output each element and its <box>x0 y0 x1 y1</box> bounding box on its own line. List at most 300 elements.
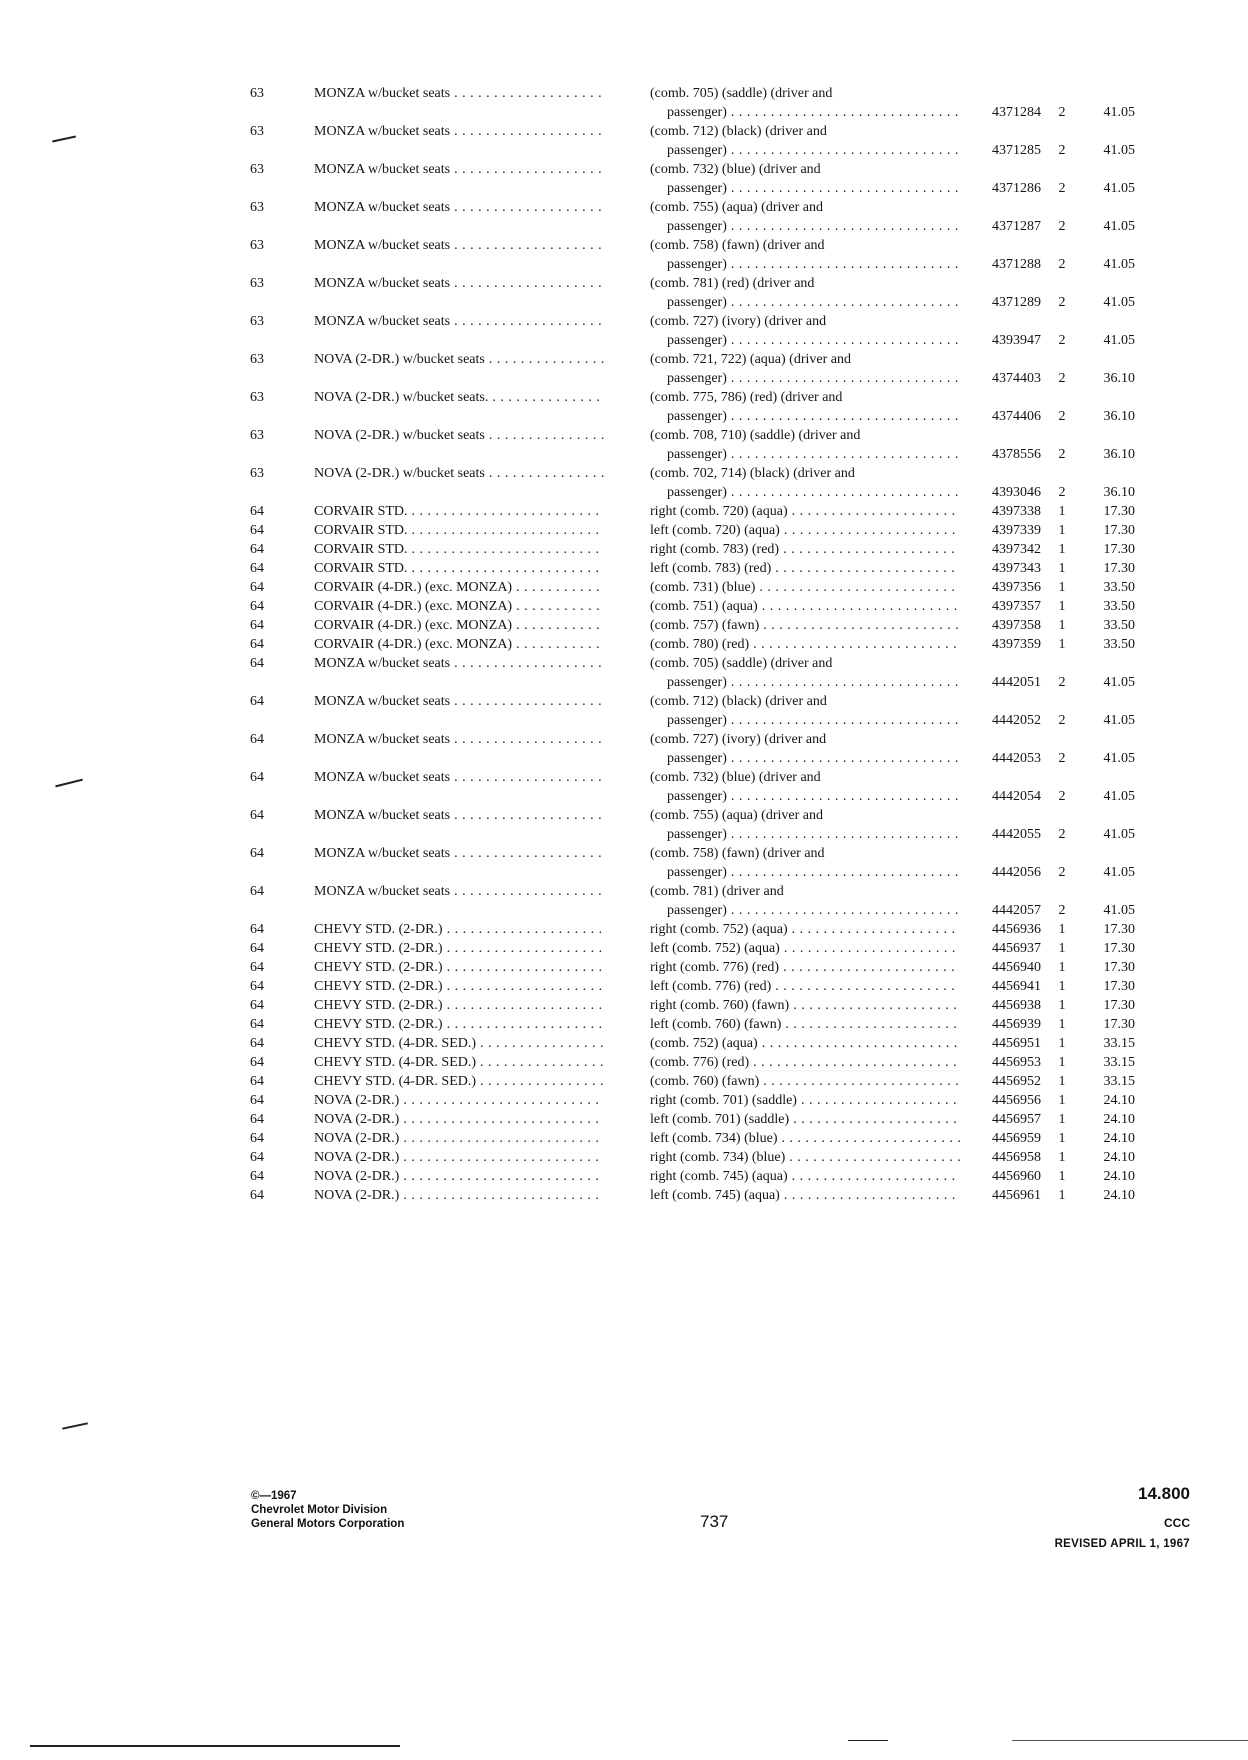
table-row <box>0 692 1248 730</box>
part-number-cell: 4397343 <box>992 561 1041 576</box>
description-cell: left (comb. 760) (fawn) . . . <box>650 1015 960 1034</box>
quantity-cell: 1 <box>1058 960 1066 975</box>
table-row <box>0 996 1248 1015</box>
model-text: CORVAIR STD. . . . <box>314 523 604 538</box>
description-cell: (comb. 781) (driver and <box>650 884 784 899</box>
table-row <box>0 464 1248 502</box>
part-number-cell: 4374406 <box>992 409 1041 424</box>
part-number-cell: 4371285 <box>992 143 1041 158</box>
year-cell: 64 <box>250 1055 264 1070</box>
model-cell <box>314 540 604 559</box>
price-cell: 17.30 <box>1103 960 1135 975</box>
year-cell: 63 <box>250 162 264 177</box>
model-cell <box>314 1015 604 1034</box>
description-cell: (comb. 776) (red) . . . <box>650 1053 960 1072</box>
description-cell: left (comb. 734) (blue) . . . <box>650 1129 960 1148</box>
description-cell: (comb. 727) (ivory) (driver and <box>650 314 827 329</box>
description-continuation: passenger) . . . <box>667 103 960 122</box>
quantity-cell: 2 <box>1058 333 1066 348</box>
table-row <box>0 806 1248 844</box>
part-number-cell: 4456940 <box>992 960 1041 975</box>
year-cell: 64 <box>250 1074 264 1089</box>
year-cell: 64 <box>250 599 264 614</box>
model-text: CORVAIR STD. . . . <box>314 504 604 519</box>
model-cell <box>314 882 604 901</box>
part-number-cell: 4456936 <box>992 922 1041 937</box>
description-cell: (comb. 712) (black) (driver and <box>650 694 827 709</box>
quantity-cell: 2 <box>1058 789 1066 804</box>
model-text: NOVA (2-DR.) w/bucket seats. . . . <box>314 390 604 405</box>
quantity-cell: 2 <box>1058 257 1066 272</box>
description-cell: left (comb. 752) (aqua) . . . <box>650 939 960 958</box>
model-cell <box>314 521 604 540</box>
part-number-cell: 4456953 <box>992 1055 1041 1070</box>
quantity-cell: 1 <box>1058 979 1066 994</box>
year-cell: 64 <box>250 960 264 975</box>
price-cell: 24.10 <box>1103 1131 1135 1146</box>
price-cell: 41.05 <box>1103 675 1135 690</box>
model-cell <box>314 806 604 825</box>
table-row <box>0 236 1248 274</box>
model-cell <box>314 464 604 483</box>
description-cell: right (comb. 720) (aqua) . . . <box>650 502 960 521</box>
table-row <box>0 1015 1248 1034</box>
quantity-cell: 1 <box>1058 941 1066 956</box>
price-cell: 41.05 <box>1103 219 1135 234</box>
description-cell: left (comb. 745) (aqua) . . . <box>650 1186 960 1205</box>
year-cell: 63 <box>250 276 264 291</box>
part-number-cell: 4397359 <box>992 637 1041 652</box>
price-cell: 33.50 <box>1103 599 1135 614</box>
model-cell <box>314 312 604 331</box>
description-cell: (comb. 755) (aqua) (driver and <box>650 808 823 823</box>
model-cell <box>314 977 604 996</box>
model-text: CORVAIR (4-DR.) (exc. MONZA) . . . <box>314 599 604 614</box>
quantity-cell: 1 <box>1058 1093 1066 1108</box>
description-continuation: passenger) . . . <box>667 901 960 920</box>
price-cell: 41.05 <box>1103 257 1135 272</box>
price-cell: 24.10 <box>1103 1169 1135 1184</box>
model-text: MONZA w/bucket seats . . . <box>314 276 604 291</box>
part-number-cell: 4397356 <box>992 580 1041 595</box>
description-cell: (comb. 732) (blue) (driver and <box>650 162 821 177</box>
table-row <box>0 635 1248 654</box>
description-continuation: passenger) . . . <box>667 825 960 844</box>
part-number-cell: 4456951 <box>992 1036 1041 1051</box>
table-row <box>0 920 1248 939</box>
price-cell: 41.05 <box>1103 827 1135 842</box>
part-number-cell: 4371289 <box>992 295 1041 310</box>
model-text: MONZA w/bucket seats . . . <box>314 238 604 253</box>
rule-line <box>30 1745 400 1747</box>
year-cell: 64 <box>250 1036 264 1051</box>
model-cell <box>314 388 604 407</box>
price-cell: 24.10 <box>1103 1188 1135 1203</box>
table-row <box>0 312 1248 350</box>
table-row <box>0 122 1248 160</box>
model-cell <box>314 274 604 293</box>
model-cell <box>314 1072 604 1091</box>
table-row <box>0 730 1248 768</box>
description-cell: (comb. 751) (aqua) . . . <box>650 597 960 616</box>
table-row <box>0 160 1248 198</box>
table-row <box>0 521 1248 540</box>
quantity-cell: 1 <box>1058 561 1066 576</box>
model-cell <box>314 958 604 977</box>
table-row <box>0 1129 1248 1148</box>
description-continuation: passenger) . . . <box>667 255 960 274</box>
part-number-cell: 4456961 <box>992 1188 1041 1203</box>
model-text: CORVAIR STD. . . . <box>314 561 604 576</box>
description-cell: left (comb. 776) (red) . . . <box>650 977 960 996</box>
table-row <box>0 388 1248 426</box>
model-text: MONZA w/bucket seats . . . <box>314 314 604 329</box>
model-text: NOVA (2-DR.) . . . <box>314 1131 604 1146</box>
model-cell <box>314 84 604 103</box>
model-text: CHEVY STD. (2-DR.) . . . <box>314 998 604 1013</box>
quantity-cell: 2 <box>1058 865 1066 880</box>
price-cell: 41.05 <box>1103 105 1135 120</box>
part-number-cell: 4456941 <box>992 979 1041 994</box>
description-cell: right (comb. 752) (aqua) . . . <box>650 920 960 939</box>
year-cell: 64 <box>250 1017 264 1032</box>
model-cell <box>314 1186 604 1205</box>
description-cell: (comb. 758) (fawn) (driver and <box>650 238 825 253</box>
price-cell: 41.05 <box>1103 181 1135 196</box>
part-number-cell: 4442051 <box>992 675 1041 690</box>
part-number-cell: 4456952 <box>992 1074 1041 1089</box>
quantity-cell: 2 <box>1058 903 1066 918</box>
year-cell: 64 <box>250 561 264 576</box>
part-number-cell: 4456939 <box>992 1017 1041 1032</box>
rule-line <box>848 1740 888 1741</box>
price-cell: 24.10 <box>1103 1112 1135 1127</box>
model-text: NOVA (2-DR.) w/bucket seats . . . <box>314 352 604 367</box>
part-number-cell: 4397338 <box>992 504 1041 519</box>
model-cell <box>314 160 604 179</box>
price-cell: 17.30 <box>1103 542 1135 557</box>
price-cell: 33.15 <box>1103 1036 1135 1051</box>
price-cell: 41.05 <box>1103 713 1135 728</box>
model-text: CHEVY STD. (2-DR.) . . . <box>314 1017 604 1032</box>
model-text: CHEVY STD. (2-DR.) . . . <box>314 960 604 975</box>
table-row <box>0 540 1248 559</box>
table-row <box>0 882 1248 920</box>
year-cell: 64 <box>250 884 264 899</box>
table-row <box>0 1072 1248 1091</box>
price-cell: 33.15 <box>1103 1074 1135 1089</box>
quantity-cell: 2 <box>1058 143 1066 158</box>
description-cell: (comb. 702, 714) (black) (driver and <box>650 466 855 481</box>
price-cell: 33.15 <box>1103 1055 1135 1070</box>
description-cell: (comb. 758) (fawn) (driver and <box>650 846 825 861</box>
part-number-cell: 4371284 <box>992 105 1041 120</box>
year-cell: 64 <box>250 504 264 519</box>
publisher-block <box>251 1489 404 1531</box>
description-cell: (comb. 712) (black) (driver and <box>650 124 827 139</box>
model-cell <box>314 597 604 616</box>
part-number-cell: 4442053 <box>992 751 1041 766</box>
description-cell: left (comb. 701) (saddle) . . . <box>650 1110 960 1129</box>
year-cell: 64 <box>250 523 264 538</box>
price-cell: 17.30 <box>1103 979 1135 994</box>
year-cell: 64 <box>250 846 264 861</box>
part-number-cell: 4374403 <box>992 371 1041 386</box>
year-cell: 64 <box>250 542 264 557</box>
description-continuation: passenger) . . . <box>667 331 960 350</box>
price-cell: 33.50 <box>1103 580 1135 595</box>
price-cell: 24.10 <box>1103 1150 1135 1165</box>
price-cell: 17.30 <box>1103 1017 1135 1032</box>
model-cell <box>314 426 604 445</box>
model-cell <box>314 502 604 521</box>
quantity-cell: 2 <box>1058 675 1066 690</box>
description-cell: (comb. 705) (saddle) (driver and <box>650 86 833 101</box>
model-cell <box>314 122 604 141</box>
table-row <box>0 844 1248 882</box>
table-row <box>0 84 1248 122</box>
year-cell: 64 <box>250 580 264 595</box>
model-text: CHEVY STD. (4-DR. SED.) . . . <box>314 1036 604 1051</box>
year-cell: 64 <box>250 770 264 785</box>
scan-mark <box>62 1422 88 1429</box>
table-row <box>0 1053 1248 1072</box>
description-continuation: passenger) . . . <box>667 787 960 806</box>
model-text: MONZA w/bucket seats . . . <box>314 200 604 215</box>
year-cell: 63 <box>250 390 264 405</box>
model-text: CHEVY STD. (4-DR. SED.) . . . <box>314 1055 604 1070</box>
quantity-cell: 1 <box>1058 1074 1066 1089</box>
model-cell <box>314 1034 604 1053</box>
description-continuation: passenger) . . . <box>667 407 960 426</box>
description-continuation: passenger) . . . <box>667 141 960 160</box>
description-cell: (comb. 760) (fawn) . . . <box>650 1072 960 1091</box>
year-cell: 64 <box>250 808 264 823</box>
part-number-cell: 4397339 <box>992 523 1041 538</box>
model-cell <box>314 578 604 597</box>
price-cell: 17.30 <box>1103 561 1135 576</box>
price-cell: 17.30 <box>1103 523 1135 538</box>
part-number-cell: 4442055 <box>992 827 1041 842</box>
table-row <box>0 426 1248 464</box>
model-text: NOVA (2-DR.) . . . <box>314 1169 604 1184</box>
quantity-cell: 2 <box>1058 751 1066 766</box>
model-cell <box>314 939 604 958</box>
description-cell: (comb. 752) (aqua) . . . <box>650 1034 960 1053</box>
table-row <box>0 768 1248 806</box>
description-cell: (comb. 705) (saddle) (driver and <box>650 656 833 671</box>
part-number-cell: 4456958 <box>992 1150 1041 1165</box>
quantity-cell: 2 <box>1058 827 1066 842</box>
model-cell <box>314 616 604 635</box>
quantity-cell: 1 <box>1058 1036 1066 1051</box>
table-row <box>0 559 1248 578</box>
model-text: NOVA (2-DR.) . . . <box>314 1188 604 1203</box>
model-text: NOVA (2-DR.) . . . <box>314 1150 604 1165</box>
year-cell: 64 <box>250 618 264 633</box>
year-cell: 64 <box>250 732 264 747</box>
year-cell: 63 <box>250 124 264 139</box>
description-cell: (comb. 757) (fawn) . . . <box>650 616 960 635</box>
model-cell <box>314 1091 604 1110</box>
part-number-cell: 4397357 <box>992 599 1041 614</box>
corporation-line: General Motors Corporation <box>251 1518 405 1530</box>
price-cell: 36.10 <box>1103 447 1135 462</box>
description-cell: right (comb. 734) (blue) . . . <box>650 1148 960 1167</box>
part-number-cell: 4393947 <box>992 333 1041 348</box>
table-row <box>0 502 1248 521</box>
quantity-cell: 1 <box>1058 1017 1066 1032</box>
year-cell: 63 <box>250 314 264 329</box>
part-number-cell: 4456960 <box>992 1169 1041 1184</box>
table-row <box>0 1110 1248 1129</box>
table-row <box>0 939 1248 958</box>
part-number-cell: 4442056 <box>992 865 1041 880</box>
model-text: CHEVY STD. (4-DR. SED.) . . . <box>314 1074 604 1089</box>
quantity-cell: 1 <box>1058 599 1066 614</box>
model-text: CHEVY STD. (2-DR.) . . . <box>314 941 604 956</box>
description-continuation: passenger) . . . <box>667 445 960 464</box>
part-number-cell: 4456938 <box>992 998 1041 1013</box>
model-text: NOVA (2-DR.) w/bucket seats . . . <box>314 428 604 443</box>
price-cell: 41.05 <box>1103 751 1135 766</box>
description-cell: left (comb. 783) (red) . . . <box>650 559 960 578</box>
model-cell <box>314 920 604 939</box>
model-text: MONZA w/bucket seats . . . <box>314 808 604 823</box>
description-continuation: passenger) . . . <box>667 749 960 768</box>
quantity-cell: 2 <box>1058 105 1066 120</box>
part-number-cell: 4371288 <box>992 257 1041 272</box>
description-cell: (comb. 732) (blue) (driver and <box>650 770 821 785</box>
table-row <box>0 616 1248 635</box>
model-text: MONZA w/bucket seats . . . <box>314 124 604 139</box>
division-line: Chevrolet Motor Division <box>251 1504 388 1516</box>
quantity-cell: 1 <box>1058 998 1066 1013</box>
model-text: MONZA w/bucket seats . . . <box>314 732 604 747</box>
year-cell: 63 <box>250 238 264 253</box>
description-cell: right (comb. 760) (fawn) . . . <box>650 996 960 1015</box>
description-continuation: passenger) . . . <box>667 179 960 198</box>
price-cell: 36.10 <box>1103 371 1135 386</box>
model-cell <box>314 730 604 749</box>
model-text: NOVA (2-DR.) . . . <box>314 1112 604 1127</box>
quantity-cell: 2 <box>1058 409 1066 424</box>
description-cell: right (comb. 745) (aqua) . . . <box>650 1167 960 1186</box>
model-cell <box>314 654 604 673</box>
price-cell: 17.30 <box>1103 922 1135 937</box>
part-number-cell: 4397342 <box>992 542 1041 557</box>
description-cell: (comb. 780) (red) . . . <box>650 635 960 654</box>
copyright-line: ©—1967 <box>251 1490 297 1502</box>
year-cell: 64 <box>250 998 264 1013</box>
table-row <box>0 1167 1248 1186</box>
part-number-cell: 4393046 <box>992 485 1041 500</box>
year-cell: 64 <box>250 1093 264 1108</box>
quantity-cell: 2 <box>1058 485 1066 500</box>
description-cell: (comb. 775, 786) (red) (driver and <box>650 390 843 405</box>
model-cell <box>314 236 604 255</box>
description-cell: (comb. 781) (red) (driver and <box>650 276 815 291</box>
part-number-cell: 4442054 <box>992 789 1041 804</box>
quantity-cell: 1 <box>1058 1150 1066 1165</box>
model-text: CHEVY STD. (2-DR.) . . . <box>314 979 604 994</box>
quantity-cell: 2 <box>1058 295 1066 310</box>
table-row <box>0 1091 1248 1110</box>
part-number-cell: 4442057 <box>992 903 1041 918</box>
part-number-cell: 4371287 <box>992 219 1041 234</box>
table-row <box>0 350 1248 388</box>
description-continuation: passenger) . . . <box>667 711 960 730</box>
table-row <box>0 654 1248 692</box>
description-cell: (comb. 755) (aqua) (driver and <box>650 200 823 215</box>
year-cell: 64 <box>250 1112 264 1127</box>
description-cell: right (comb. 783) (red) . . . <box>650 540 960 559</box>
rule-line <box>1012 1740 1248 1741</box>
model-cell <box>314 996 604 1015</box>
model-cell <box>314 1167 604 1186</box>
quantity-cell: 1 <box>1058 542 1066 557</box>
description-cell: (comb. 731) (blue) . . . <box>650 578 960 597</box>
price-cell: 41.05 <box>1103 865 1135 880</box>
quantity-cell: 1 <box>1058 504 1066 519</box>
quantity-cell: 1 <box>1058 1188 1066 1203</box>
model-text: CORVAIR (4-DR.) (exc. MONZA) . . . <box>314 618 604 633</box>
year-cell: 64 <box>250 941 264 956</box>
table-row <box>0 977 1248 996</box>
year-cell: 64 <box>250 979 264 994</box>
model-cell <box>314 1110 604 1129</box>
model-text: CORVAIR (4-DR.) (exc. MONZA) . . . <box>314 580 604 595</box>
quantity-cell: 1 <box>1058 1131 1066 1146</box>
quantity-cell: 1 <box>1058 922 1066 937</box>
table-row <box>0 958 1248 977</box>
table-row <box>0 1148 1248 1167</box>
year-cell: 64 <box>250 637 264 652</box>
year-cell: 63 <box>250 200 264 215</box>
quantity-cell: 2 <box>1058 181 1066 196</box>
year-cell: 64 <box>250 1188 264 1203</box>
part-number-cell: 4456959 <box>992 1131 1041 1146</box>
quantity-cell: 1 <box>1058 637 1066 652</box>
model-cell <box>314 198 604 217</box>
model-text: MONZA w/bucket seats . . . <box>314 884 604 899</box>
description-cell: right (comb. 701) (saddle) . . . <box>650 1091 960 1110</box>
model-text: MONZA w/bucket seats . . . <box>314 162 604 177</box>
model-text: MONZA w/bucket seats . . . <box>314 770 604 785</box>
price-cell: 36.10 <box>1103 485 1135 500</box>
description-cell: left (comb. 720) (aqua) . . . <box>650 521 960 540</box>
model-cell <box>314 768 604 787</box>
model-cell <box>314 1129 604 1148</box>
model-text: MONZA w/bucket seats . . . <box>314 86 604 101</box>
price-cell: 17.30 <box>1103 504 1135 519</box>
year-cell: 64 <box>250 1150 264 1165</box>
description-cell: right (comb. 776) (red) . . . <box>650 958 960 977</box>
table-row <box>0 1186 1248 1205</box>
year-cell: 64 <box>250 694 264 709</box>
price-cell: 41.05 <box>1103 143 1135 158</box>
model-text: NOVA (2-DR.) w/bucket seats . . . <box>314 466 604 481</box>
year-cell: 63 <box>250 86 264 101</box>
model-text: CORVAIR STD. . . . <box>314 542 604 557</box>
description-cell: (comb. 727) (ivory) (driver and <box>650 732 827 747</box>
quantity-cell: 2 <box>1058 713 1066 728</box>
table-row <box>0 597 1248 616</box>
quantity-cell: 1 <box>1058 523 1066 538</box>
price-cell: 41.05 <box>1103 789 1135 804</box>
price-cell: 41.05 <box>1103 295 1135 310</box>
model-cell <box>314 635 604 654</box>
